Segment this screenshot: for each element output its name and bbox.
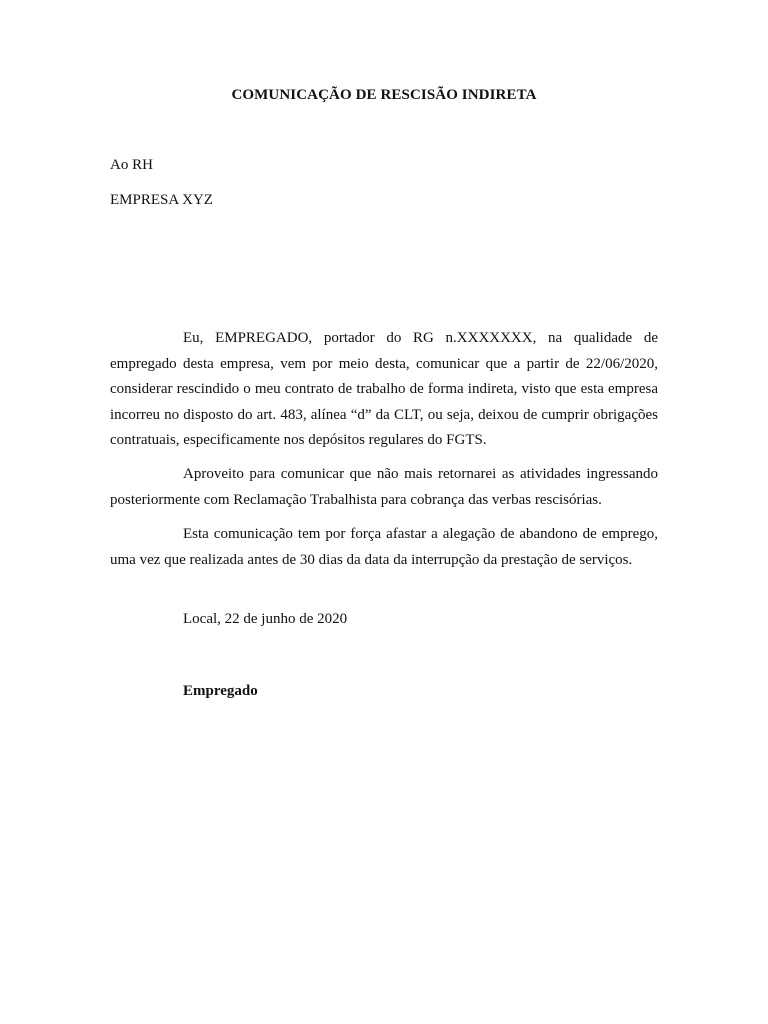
paragraph-text: Eu, EMPREGADO, portador do RG n.XXXXXXX, na qualidade de empregado desta empresa, vem por meio desta, comunicar que a partir de 22/06/2020, considerar rescindido o meu contrato de trabalho de forma indireta, visto que esta empresa incorreu no disposto do art. 483, alínea “d” da CLT, ou seja, deixou de cumprir obrigações contratuais, especificamente nos depósitos regulares do FGTS. [110, 330, 658, 448]
signature-name: Empregado [183, 683, 258, 699]
recipient-company: EMPRESA XYZ [110, 192, 213, 208]
recipient-department: Ao RH [110, 157, 153, 173]
document-title: COMUNICAÇÃO DE RESCISÃO INDIRETA [231, 87, 537, 103]
paragraph-abandonment [110, 522, 658, 573]
paragraph-notice [110, 326, 658, 454]
paragraph-text: Aproveito para comunicar que não mais retornarei as atividades ingressando posteriormente com Reclamação Trabalhista para cobrança das verbas rescisórias. [110, 466, 658, 508]
paragraph-text: Esta comunicação tem por força afastar a alegação de abandono de emprego, uma vez que realizada antes de 30 dias da data da interrupção da prestação de serviços. [110, 526, 658, 568]
paragraph-no-return [110, 462, 658, 513]
date-line: Local, 22 de junho de 2020 [183, 611, 348, 627]
